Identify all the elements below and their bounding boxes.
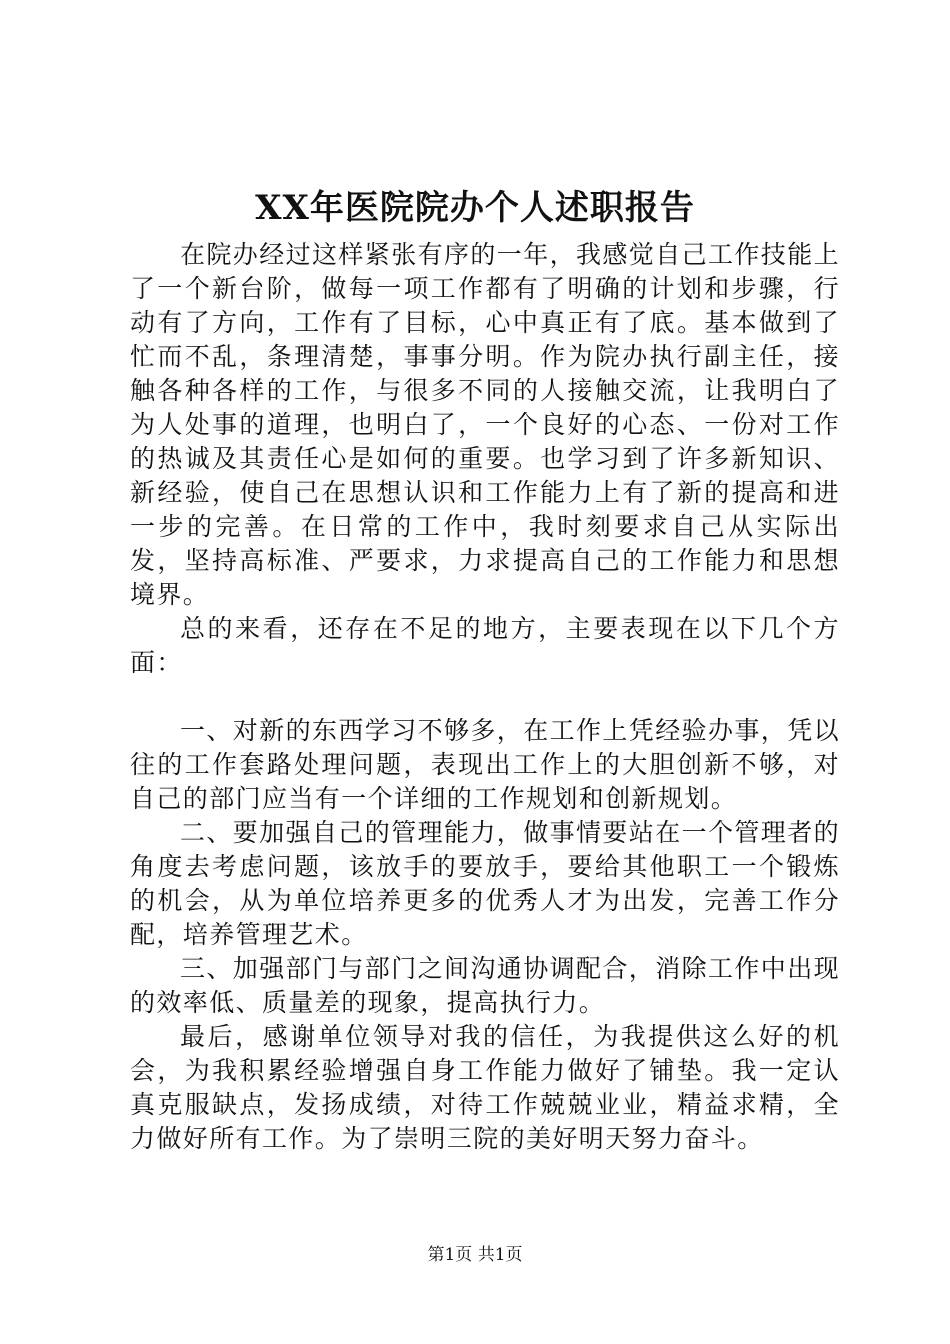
paragraph-shortcomings-lead: 总的来看，还存在不足的地方，主要表现在以下几个方面： xyxy=(130,614,840,677)
document-body xyxy=(130,238,840,1156)
paragraph-point-one: 一、对新的东西学习不够多，在工作上凭经验办事，凭以往的工作套路处理问题，表现出工作上的大胆创新不够，对自己的部门应当有一个详细的工作规划和创新规划。 xyxy=(130,716,841,813)
paragraph-intro: 在院办经过这样紧张有序的一年，我感觉自己工作技能上了一个新台阶，做每一项工作都有了明确的计划和步骤，行动有了方向，工作有了目标，心中真正有了底。基本做到了忙而不乱，条理清楚，事事分明。作为院办执行副主任，接触各种各样的工作，与很多不同的人接触交流，让我明白了为人处事的道理，也明白了，一个良好的心态、一份对工作的热诚及其责任心是如何的重要。也学习到了许多新知识、新经验，使自己在思想认识和工作能力上有了新的提高和进一步的完善。在日常的工作中，我时刻要求自己从实际出发，坚持高标准、严要求，力求提高自己的工作能力和思想境界。 xyxy=(130,240,841,609)
page-footer: 第1页 共1页 xyxy=(427,1245,523,1265)
paragraph-point-two: 二、要加强自己的管理能力，做事情要站在一个管理者的角度去考虑问题，该放手的要放手，要给其他职工一个锻炼的机会，从为单位培养更多的优秀人才为出发，完善工作分配，培养管理艺术。 xyxy=(130,818,841,949)
paragraph-point-three: 三、加强部门与部门之间沟通协调配合，消除工作中出现的效率低、质量差的现象，提高执行力。 xyxy=(130,954,841,1017)
document-title: XX年医院院办个人述职报告 xyxy=(255,188,695,228)
paragraph-gap xyxy=(130,680,840,714)
paragraph-closing: 最后，感谢单位领导对我的信任，为我提供这么好的机会，为我积累经验增强自身工作能力做好了铺垫。我一定认真克服缺点，发扬成绩，对待工作兢兢业业，精益求精，全力做好所有工作。为了崇明三院的美好明天努力奋斗。 xyxy=(130,1022,840,1153)
